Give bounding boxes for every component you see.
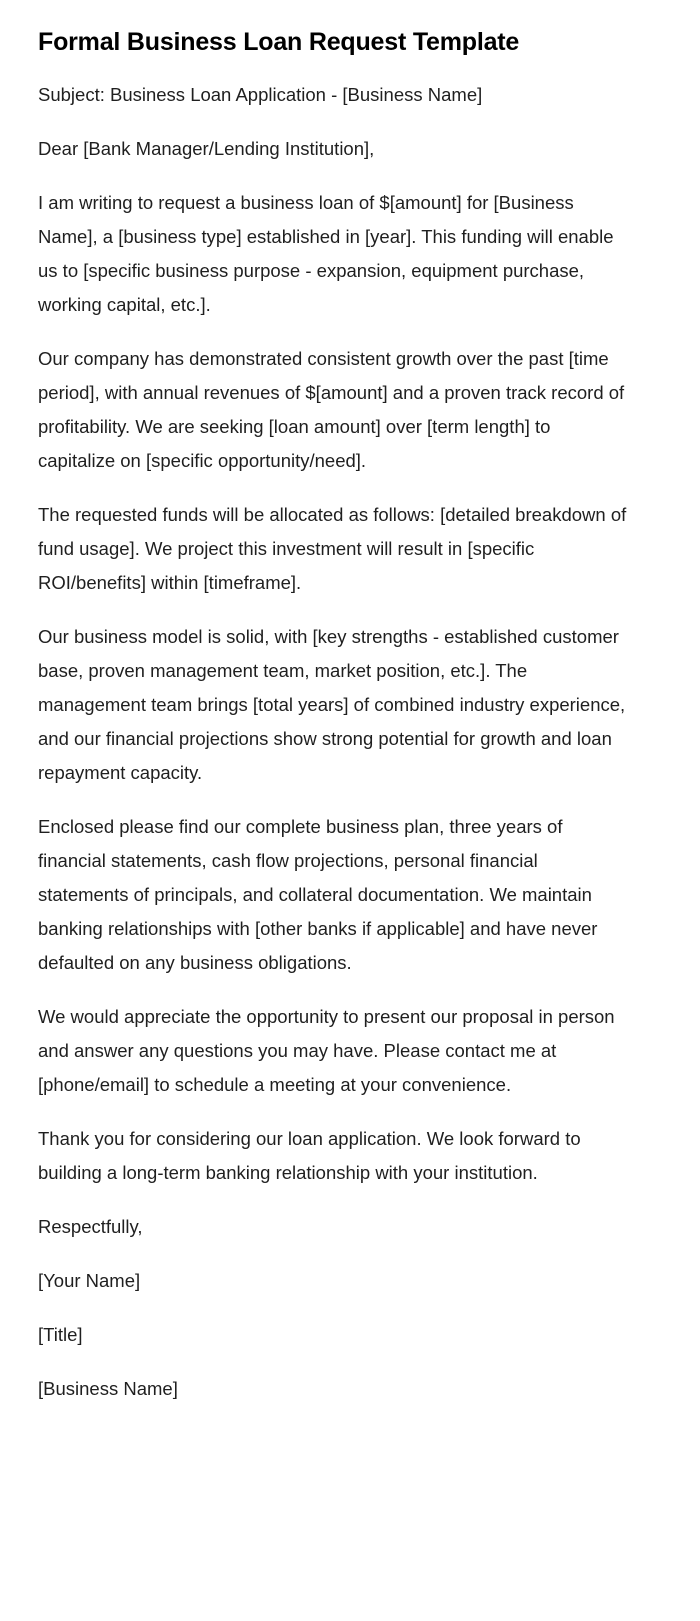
salutation: Dear [Bank Manager/Lending Institution], xyxy=(38,138,375,159)
signature-title: [Title] xyxy=(38,1324,83,1345)
paragraph-closing-thanks: Thank you for considering our loan application. We look forward to building a long-term banking relationship with your institution. xyxy=(38,1128,581,1183)
paragraph-enclosures: Enclosed please find our complete business plan, three years of financial statements, cash flow projections, personal financial statements of principals, and collateral documentation. We maintain banking relationships with [other banks if applicable] and have never defaulted on any business obligations. xyxy=(38,816,598,973)
signature-your-name: [Your Name] xyxy=(38,1270,141,1291)
signature-business-name: [Business Name] xyxy=(38,1378,178,1399)
paragraph-company-growth: Our company has demonstrated consistent growth over the past [time period], with annual revenues of $[amount] and a proven track record of profitability. We are seeking [loan amount] over [term length] to capitalize on [specific opportunity/need]. xyxy=(38,348,625,471)
paragraph-meeting-request: We would appreciate the opportunity to present our proposal in person and answer any questions you may have. Please contact me at [phone/email] to schedule a meeting at your convenience. xyxy=(38,1006,615,1095)
subject-line: Subject: Business Loan Application - [Business Name] xyxy=(38,84,483,105)
paragraph-loan-request: I am writing to request a business loan of $[amount] for [Business Name], a [business type] established in [year]. This funding will enable us to [specific business purpose - expansion, equipment purchase, working capital, etc.]. xyxy=(38,192,614,315)
page-title: Formal Business Loan Request Template xyxy=(38,28,520,56)
paragraph-fund-allocation: The requested funds will be allocated as follows: [detailed breakdown of fund usage]. We project this investment will result in [specific ROI/benefits] within [timeframe]. xyxy=(38,504,627,593)
paragraph-business-model: Our business model is solid, with [key strengths - established customer base, proven management team, market position, etc.]. The management team brings [total years] of combined industry experience, and our financial projections show strong potential for growth and loan repayment capacity. xyxy=(38,626,626,783)
closing-salutation: Respectfully, xyxy=(38,1216,143,1237)
document-body xyxy=(38,78,630,1406)
